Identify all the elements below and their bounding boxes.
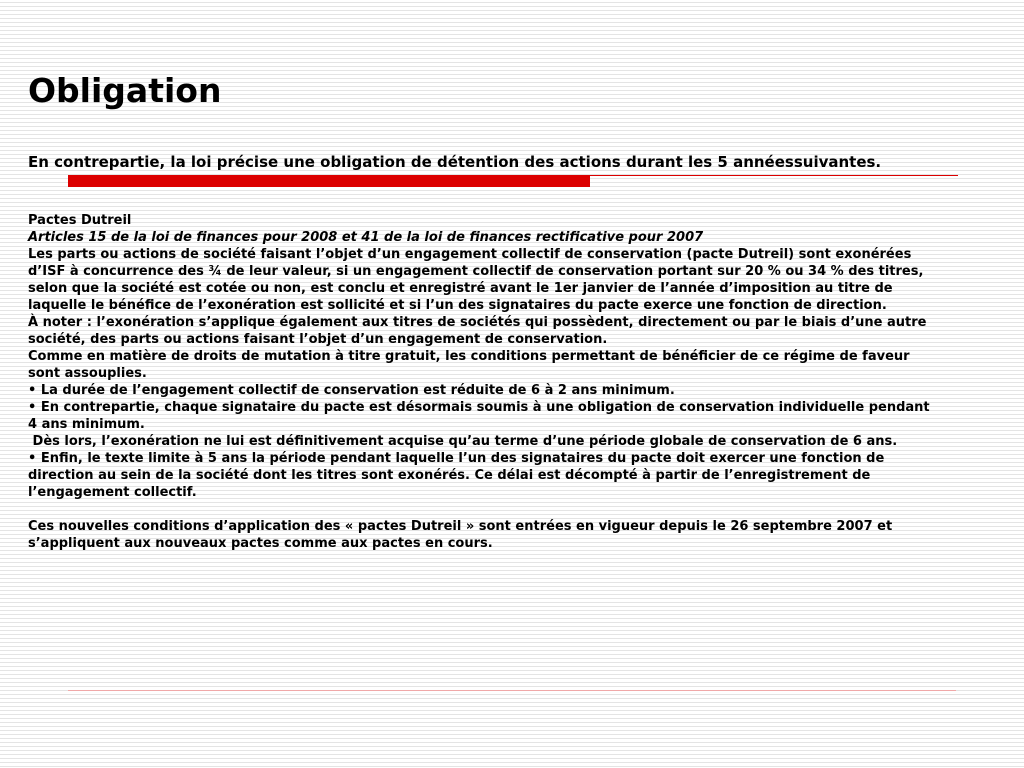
footer-divider: [68, 690, 956, 691]
body-line: Comme en matière de droits de mutation à titre gratuit, les conditions permettant de bénéficier de ce régime de faveur: [28, 349, 910, 364]
body-reference: Articles 15 de la loi de finances pour 2008 et 41 de la loi de finances rectificative pour 2007: [28, 230, 704, 245]
bullet-line: • Enfin, le texte limite à 5 ans la période pendant laquelle l’un des signataires du pacte doit exercer une fonction de: [28, 451, 885, 466]
body-line: selon que la société est cotée ou non, est conclu et enregistré avant le 1er janvier de l’année d’imposition au titre de: [28, 281, 893, 296]
body-line: sont assouplies.: [28, 366, 147, 381]
bullet-line: • En contrepartie, chaque signataire du pacte est désormais soumis à une obligation de conservation individuelle pendant: [28, 400, 930, 415]
body-heading: Pactes Dutreil: [28, 213, 132, 228]
body-line: laquelle le bénéfice de l’exonération est sollicité et si l’un des signataires du pacte exerce une fonction de direction.: [28, 298, 887, 313]
body-line: À noter : l’exonération s’applique également aux titres de sociétés qui possèdent, directement ou par le biais d’une autre: [28, 315, 927, 330]
bullet-line: 4 ans minimum.: [28, 417, 145, 432]
body-line: s’appliquent aux nouveaux pactes comme aux pactes en cours.: [28, 536, 493, 551]
body-line: d’ISF à concurrence des ¾ de leur valeur, si un engagement collectif de conservation portant sur 20 % ou 34 % des titres,: [28, 264, 924, 279]
paragraph-spacer: [28, 501, 1013, 518]
bullet-line: direction au sein de la société dont les titres sont exonérés. Ce délai est décompté à partir de l’enregistrement de: [28, 468, 871, 483]
slide-title: Obligation: [28, 71, 222, 110]
body-line: Dès lors, l’exonération ne lui est définitivement acquise qu’au terme d’une période globale de conservation de 6 ans.: [28, 434, 898, 449]
slide-subtitle: En contrepartie, la loi précise une obligation de détention des actions durant les 5 annéessuivantes.: [28, 153, 882, 171]
slide-body: [28, 212, 1013, 552]
bullet-line: • La durée de l’engagement collectif de conservation est réduite de 6 à 2 ans minimum.: [28, 383, 675, 398]
body-line: Les parts ou actions de société faisant l’objet d’un engagement collectif de conservation (pacte Dutreil) sont exonérées: [28, 247, 912, 262]
title-underline: [68, 175, 958, 187]
body-line: Ces nouvelles conditions d’application des « pactes Dutreil » sont entrées en vigueur depuis le 26 septembre 2007 et: [28, 519, 893, 534]
body-line: société, des parts ou actions faisant l’objet d’un engagement de conservation.: [28, 332, 608, 347]
title-underline-bar: [68, 175, 590, 187]
title-underline-thin: [590, 175, 958, 176]
bullet-line: l’engagement collectif.: [28, 485, 197, 500]
